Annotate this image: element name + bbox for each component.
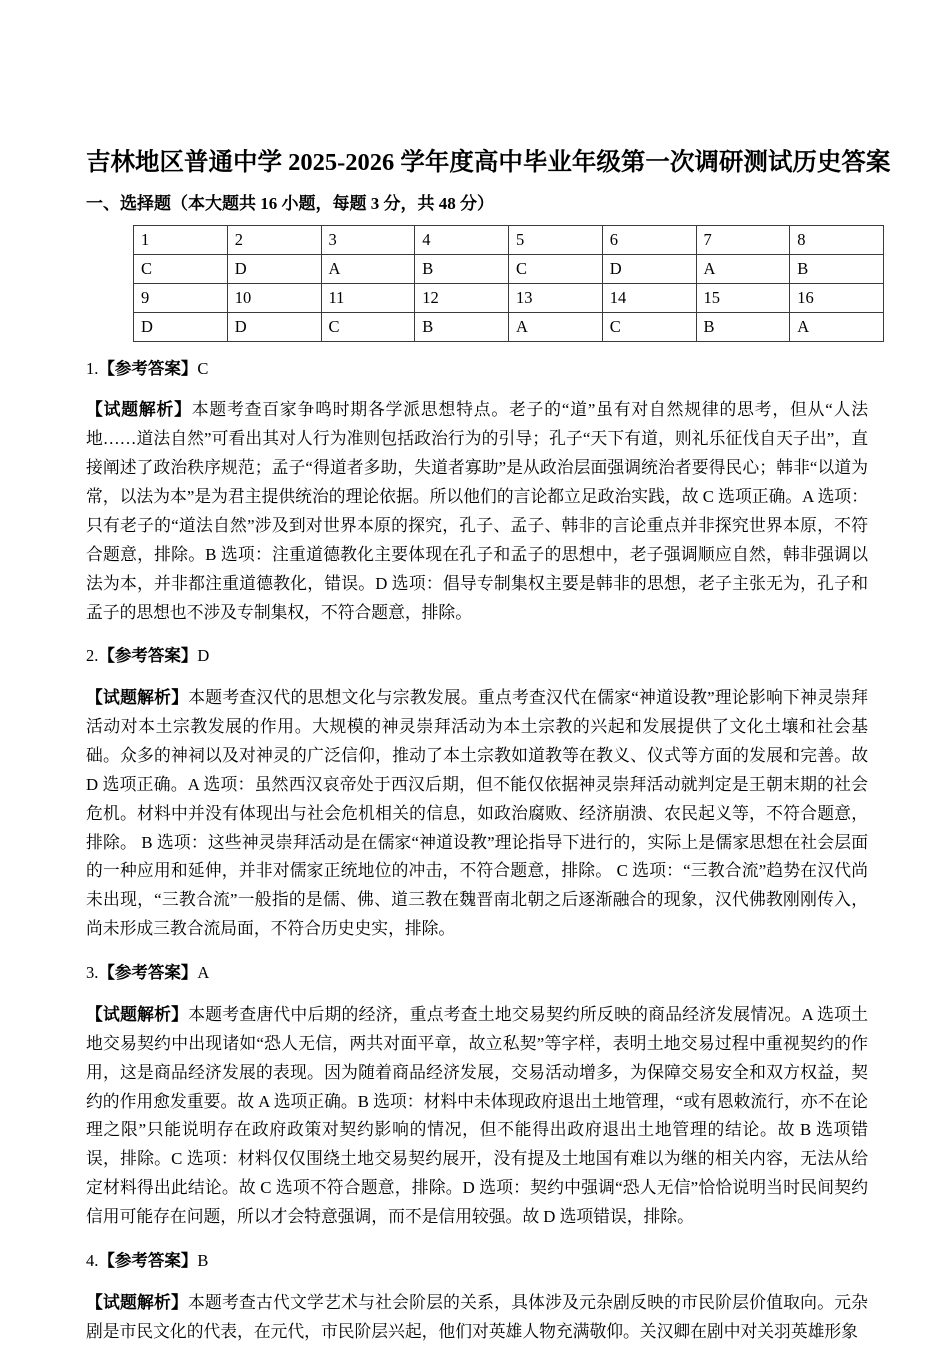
analysis-2 <box>86 684 868 944</box>
table-cell: D <box>227 254 321 283</box>
table-cell: A <box>509 312 603 341</box>
question-block-1 <box>86 356 868 628</box>
section-heading-multiple-choice: 一、选择题（本大题共 16 小题，每题 3 分，共 48 分） <box>86 194 494 214</box>
table-cell: C <box>321 312 415 341</box>
table-cell: 11 <box>321 283 415 312</box>
analysis-label-3: 【试题解析】 <box>86 1004 189 1024</box>
analysis-4 <box>86 1289 868 1347</box>
question-number-3: 3. <box>86 963 99 983</box>
analysis-label-1: 【试题解析】 <box>86 400 192 420</box>
table-cell: 4 <box>415 225 509 254</box>
answer-value-2: D <box>197 646 210 666</box>
table-cell: C <box>134 254 228 283</box>
answer-value-1: C <box>197 358 209 378</box>
analysis-text-4: 本题考查古代文学艺术与社会阶层的关系，具体涉及元杂剧反映的市民阶层价值取向。元杂剧是市民文化的代表，在元代，市民阶层兴起，他们对英雄人物充满敬仰。关汉卿在剧中对关羽英雄形象 <box>86 1292 868 1341</box>
table-row <box>134 312 884 341</box>
table-cell: 3 <box>321 225 415 254</box>
analysis-text-1: 本题考查百家争鸣时期各学派思想特点。老子的“道”虽有对自然规律的思考，但从“人法地……道法自然”可看出其对人行为准则包括政治行为的引导；孔子“天下有道，则礼乐征伐自天子出”，直接阐述了政治秩序规范；孟子“得道者多助，失道者寡助”是从政治层面强调统治者要得民心；韩非“以道为常，以法为本”是为君主提供统治的理论依据。所以他们的言论都立足政治实践，故 C 选项正确。A 选项：只有老子的“道法自然”涉及到对世界本原的探究，孔子、孟子、韩非的言论重点并非探究世界本原，不符合题意，排除。B 选项：注重道德教化主要体现在孔子和孟子的思想中，老子强调顺应自然，韩非强调以法为本，并非都注重道德教化，错误。D 选项：倡导专制集权主要是韩非的思想，老子主张无为，孔子和孟子的思想也不涉及专制集权，不符合题意，排除。 <box>86 400 868 622</box>
table-cell: 9 <box>134 283 228 312</box>
table-cell: A <box>696 254 790 283</box>
analysis-text-2: 本题考查汉代的思想文化与宗教发展。重点考查汉代在儒家“神道设教”理论影响下神灵崇拜活动对本土宗教发展的作用。大规模的神灵崇拜活动为本土宗教的兴起和发展提供了文化土壤和社会基础。众多的神祠以及对神灵的广泛信仰，推动了本土宗教如道教等在教义、仪式等方面的发展和完善。故 D 选项正确。A 选项：虽然西汉哀帝处于西汉后期，但不能仅依据神灵崇拜活动就判定是王朝末期的社会危机。材料中并没有体现出与社会危机相关的信息，如政治腐败、经济崩溃、农民起义等，不符合题意，排除。 B 选项：这些神灵崇拜活动是在儒家“神道设教”理论指导下进行的，实际上是儒家思想在社会层面的一种应用和延伸，并非对儒家正统地位的冲击，不符合题意，排除。 C 选项：“三教合流”趋势在汉代尚未出现，“三教合流”一般指的是儒、佛、道三教在魏晋南北朝之后逐渐融合的现象，汉代佛教刚刚传入，尚未形成三教合流局面，不符合历史史实，排除。 <box>86 688 868 939</box>
question-block-4 <box>86 1248 868 1347</box>
table-cell: D <box>602 254 696 283</box>
answer-line-2 <box>86 643 868 670</box>
table-cell: 15 <box>696 283 790 312</box>
answer-value-4: B <box>197 1250 209 1270</box>
question-block-2 <box>86 643 868 944</box>
table-cell: D <box>134 312 228 341</box>
answer-label-1: 【参考答案】 <box>98 358 198 378</box>
table-cell: B <box>790 254 884 283</box>
table-cell: 8 <box>790 225 884 254</box>
analysis-label-2: 【试题解析】 <box>86 688 189 708</box>
analysis-text-3: 本题考查唐代中后期的经济，重点考查土地交易契约所反映的商品经济发展情况。A 选项土地交易契约中出现诸如“恐人无信，两共对面平章，故立私契”等字样，表明土地交易过程中重视契约的作用，这是商品经济发展的表现。因为随着商品经济发展，交易活动增多，为保障交易安全和双方权益，契约的作用愈发重要。故 A 选项正确。B 选项：材料中未体现政府退出土地管理，“或有恩敕流行，亦不在论理之限”只能说明存在政府政策对契约影响的情况，但不能得出政府退出土地管理的结论。故 B 选项错误，排除。C 选项：材料仅仅围绕土地交易契约展开，没有提及土地国有难以为继的相关内容，无法从给定材料得出此结论。故 C 选项不符合题意，排除。D 选项：契约中强调“恐人无信”恰恰说明当时民间契约信用可能存在问题，所以才会特意强调，而不是信用较强。故 D 选项错误，排除。 <box>86 1004 868 1227</box>
answer-table-container <box>86 225 868 342</box>
table-cell: 2 <box>227 225 321 254</box>
question-number-1: 1. <box>86 358 99 378</box>
question-number-4: 4. <box>86 1250 99 1270</box>
answer-label-4: 【参考答案】 <box>98 1250 198 1270</box>
table-row <box>134 225 884 254</box>
table-cell: 12 <box>415 283 509 312</box>
table-cell: B <box>415 254 509 283</box>
table-cell: 1 <box>134 225 228 254</box>
table-cell: D <box>227 312 321 341</box>
table-cell: 14 <box>602 283 696 312</box>
table-cell: 16 <box>790 283 884 312</box>
table-cell: 10 <box>227 283 321 312</box>
page-title: 吉林地区普通中学 2025-2026 学年度高中毕业年级第一次调研测试历史答案 <box>86 149 891 176</box>
table-row <box>134 254 884 283</box>
question-number-2: 2. <box>86 646 99 666</box>
analysis-label-4: 【试题解析】 <box>86 1292 189 1312</box>
table-cell: B <box>415 312 509 341</box>
answer-label-2: 【参考答案】 <box>98 646 198 666</box>
answer-key-table <box>133 225 884 342</box>
page-content <box>86 146 891 1362</box>
table-cell: B <box>696 312 790 341</box>
analysis-3 <box>86 1001 868 1232</box>
table-row <box>134 283 884 312</box>
answer-line-3 <box>86 960 868 987</box>
answer-value-3: A <box>197 963 210 983</box>
answer-line-4 <box>86 1248 868 1275</box>
table-cell: 6 <box>602 225 696 254</box>
table-cell: C <box>602 312 696 341</box>
table-cell: C <box>509 254 603 283</box>
answer-label-3: 【参考答案】 <box>98 963 198 983</box>
question-block-3 <box>86 960 868 1232</box>
analysis-1 <box>86 396 868 627</box>
table-cell: A <box>321 254 415 283</box>
answer-line-1 <box>86 356 868 383</box>
table-cell: 13 <box>509 283 603 312</box>
table-cell: 5 <box>509 225 603 254</box>
table-cell: 7 <box>696 225 790 254</box>
table-cell: A <box>790 312 884 341</box>
